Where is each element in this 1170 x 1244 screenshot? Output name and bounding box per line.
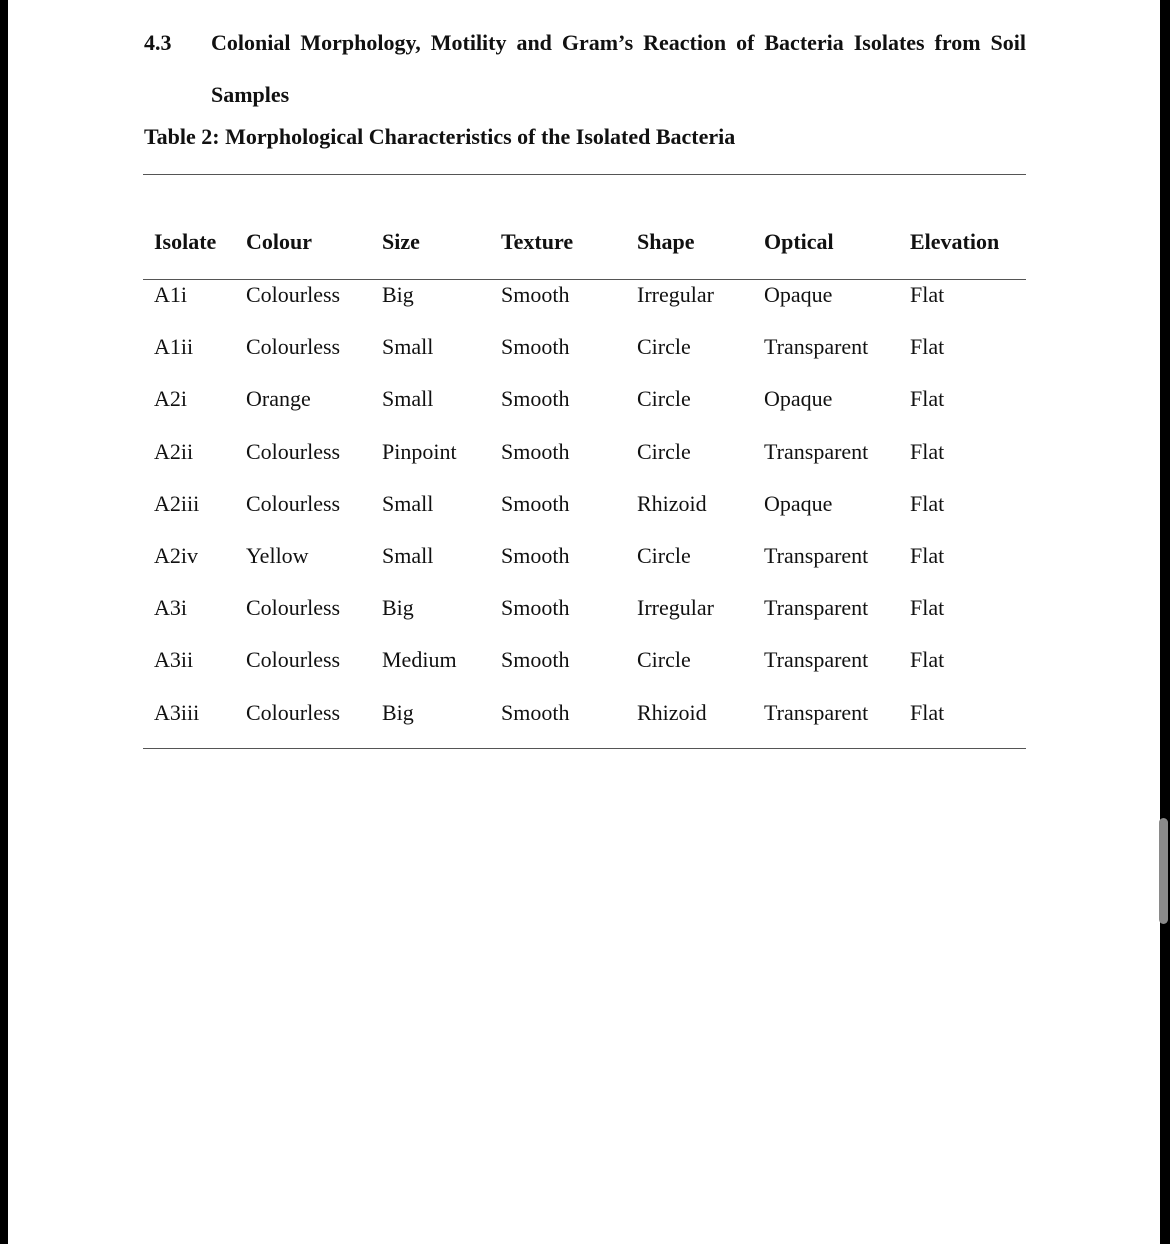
- cell-colour: Colourless: [246, 700, 341, 725]
- table-bottom-rule: [143, 748, 1026, 749]
- cell-size: Medium: [382, 647, 457, 672]
- cell-elevation: Flat: [910, 386, 945, 411]
- header-optical: Optical: [764, 229, 834, 254]
- cell-isolate: A2iii: [154, 491, 200, 516]
- cell-texture: Smooth: [501, 282, 570, 307]
- cell-optical: Opaque: [764, 491, 833, 516]
- cell-texture: Smooth: [501, 439, 570, 464]
- cell-elevation: Flat: [910, 439, 945, 464]
- cell-elevation: Flat: [910, 595, 945, 620]
- cell-colour: Colourless: [246, 282, 341, 307]
- cell-shape: Circle: [637, 334, 691, 359]
- cell-texture: Smooth: [501, 595, 570, 620]
- cell-optical: Transparent: [764, 700, 869, 725]
- vertical-scrollbar-thumb[interactable]: [1159, 818, 1168, 924]
- cell-texture: Smooth: [501, 543, 570, 568]
- cell-elevation: Flat: [910, 282, 945, 307]
- cell-colour: Yellow: [246, 543, 309, 568]
- cell-size: Small: [382, 543, 434, 568]
- header-elevation: Elevation: [910, 229, 1000, 254]
- table-caption: Table 2: Morphological Characteristics of the Isolated Bacteria: [144, 124, 736, 149]
- cell-optical: Opaque: [764, 282, 833, 307]
- cell-isolate: A1i: [154, 282, 187, 307]
- cell-optical: Transparent: [764, 334, 869, 359]
- cell-isolate: A2i: [154, 386, 187, 411]
- cell-colour: Colourless: [246, 439, 341, 464]
- cell-size: Big: [382, 282, 414, 307]
- cell-elevation: Flat: [910, 543, 945, 568]
- cell-size: Pinpoint: [382, 439, 457, 464]
- cell-isolate: A1ii: [154, 334, 194, 359]
- cell-shape: Rhizoid: [637, 700, 707, 725]
- cell-texture: Smooth: [501, 334, 570, 359]
- cell-elevation: Flat: [910, 647, 945, 672]
- cell-texture: Smooth: [501, 647, 570, 672]
- header-size: Size: [382, 229, 420, 254]
- cell-colour: Colourless: [246, 491, 341, 516]
- cell-texture: Smooth: [501, 386, 570, 411]
- cell-shape: Rhizoid: [637, 491, 707, 516]
- header-texture: Texture: [501, 229, 574, 254]
- cell-size: Small: [382, 386, 434, 411]
- cell-colour: Colourless: [246, 647, 341, 672]
- cell-optical: Transparent: [764, 595, 869, 620]
- cell-shape: Circle: [637, 386, 691, 411]
- header-isolate: Isolate: [154, 229, 217, 254]
- cell-colour: Colourless: [246, 334, 341, 359]
- cell-shape: Circle: [637, 543, 691, 568]
- cell-elevation: Flat: [910, 334, 945, 359]
- cell-shape: Irregular: [637, 595, 714, 620]
- section-number: 4.3: [144, 30, 172, 55]
- cell-size: Small: [382, 491, 434, 516]
- cell-shape: Circle: [637, 647, 691, 672]
- cell-isolate: A3ii: [154, 647, 194, 672]
- cell-optical: Transparent: [764, 439, 869, 464]
- cell-isolate: A3iii: [154, 700, 200, 725]
- cell-texture: Smooth: [501, 700, 570, 725]
- cell-size: Big: [382, 700, 414, 725]
- cell-shape: Irregular: [637, 282, 714, 307]
- cell-elevation: Flat: [910, 700, 945, 725]
- cell-colour: Orange: [246, 386, 311, 411]
- section-title: Colonial Morphology, Motility and Gram’s Reaction of Bacteria Isolates from Soil Samples: [211, 30, 1026, 107]
- cell-texture: Smooth: [501, 491, 570, 516]
- cell-elevation: Flat: [910, 491, 945, 516]
- cell-size: Small: [382, 334, 434, 359]
- cell-optical: Opaque: [764, 386, 833, 411]
- cell-optical: Transparent: [764, 543, 869, 568]
- cell-shape: Circle: [637, 439, 691, 464]
- cell-isolate: A3i: [154, 595, 187, 620]
- header-shape: Shape: [637, 229, 695, 254]
- document-page: [8, 0, 1160, 1244]
- table-header-rule: [143, 279, 1026, 280]
- table-top-rule: [143, 174, 1026, 175]
- cell-optical: Transparent: [764, 647, 869, 672]
- cell-isolate: A2ii: [154, 439, 194, 464]
- cell-isolate: A2iv: [154, 543, 198, 568]
- cell-colour: Colourless: [246, 595, 341, 620]
- cell-size: Big: [382, 595, 414, 620]
- header-colour: Colour: [246, 229, 312, 254]
